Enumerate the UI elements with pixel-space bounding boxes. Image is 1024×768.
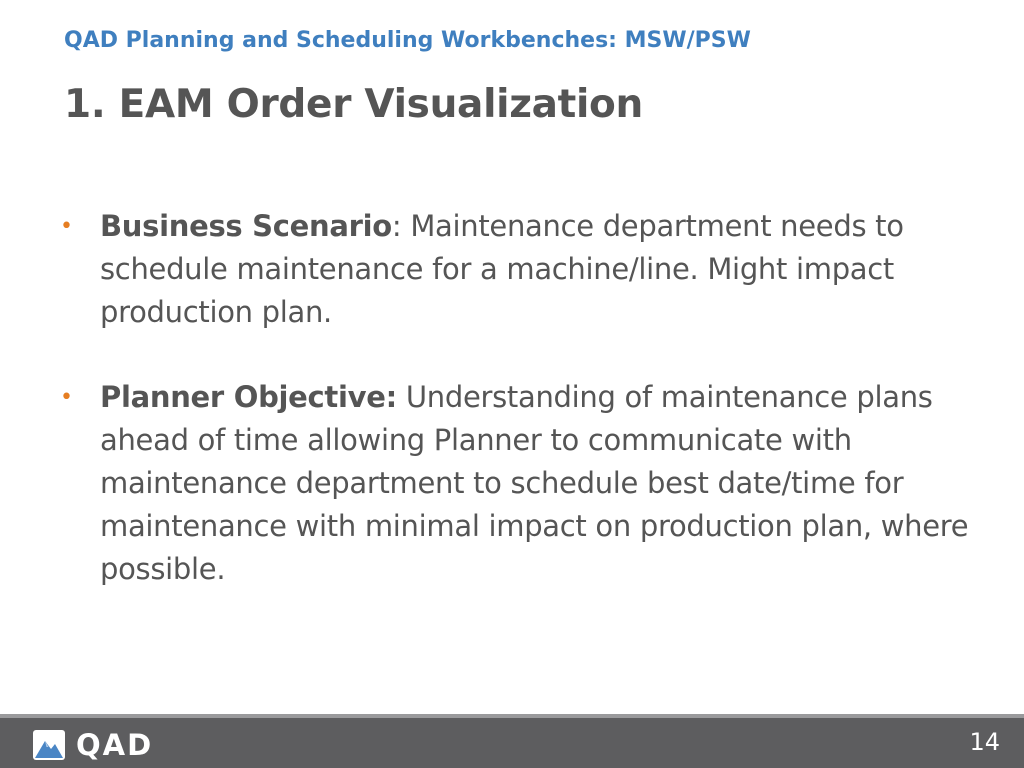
logo-text: QAD [76,728,154,762]
slide-title: 1. EAM Order Visualization [64,82,643,127]
page-number: 14 [969,728,1000,756]
bullet-label: Business Scenario [100,209,392,243]
bullet-dot-icon: • [60,385,73,410]
bullet-separator: : [391,209,402,243]
bullet-label: Planner Objective: [100,380,397,414]
qad-logo-icon [32,729,66,761]
footer-bar [0,718,1024,768]
bullet-text: Maintenance department needs to schedule maintenance for a machine/line. Might impact production plan. [100,209,904,329]
qad-logo [32,729,153,761]
bullet-list [60,205,980,591]
bullet-text: Understanding of maintenance plans ahead of time allowing Planner to communicate with maintenance department to schedule best date/time for maintenance with minimal impact on production plan, where possible. [100,380,969,586]
bullet-planner-objective [60,376,980,591]
bullet-dot-icon: • [60,214,73,239]
slide-subtitle: QAD Planning and Scheduling Workbenches: MSW/PSW [64,28,751,53]
bullet-business-scenario [60,205,980,334]
